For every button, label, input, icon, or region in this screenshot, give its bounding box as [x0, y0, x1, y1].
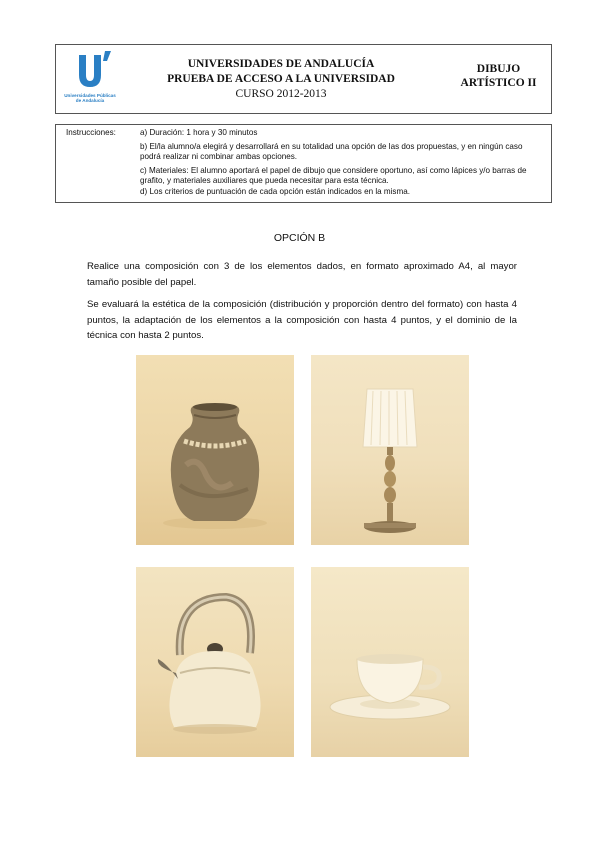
- logo-caption-line2: de Andalucía: [75, 98, 105, 103]
- subject-line2: ARTÍSTICO II: [460, 77, 537, 89]
- header-title-line2: PRUEBA DE ACCESO A LA UNIVERSIDAD: [167, 73, 395, 85]
- header-title-line1: UNIVERSIDADES DE ANDALUCÍA: [187, 58, 375, 70]
- vase-illustration: [136, 355, 294, 545]
- header-course: CURSO 2012-2013: [235, 88, 327, 100]
- university-logo: [61, 49, 119, 111]
- instruction-item: b) El/la alumno/a elegirá y desarrollará en su totalidad una opción de las dos propuestas, y en ningún caso podrá realizar ni combinar ambas opciones.: [140, 141, 523, 162]
- logo-caption: [61, 93, 119, 103]
- instructions-label: Instrucciones:: [66, 128, 116, 137]
- instructions-box: [55, 124, 552, 203]
- kettle-photo: [136, 567, 294, 757]
- instructions-list: [140, 128, 545, 201]
- header-title: [146, 57, 416, 102]
- instruction-item: a) Duración: 1 hora y 30 minutos: [140, 128, 258, 137]
- option-paragraph: Se evaluará la estética de la composición (distribución y proporción dentro del formato) con hasta 4 puntos, la adaptación de los elementos a la composición con hasta 4 puntos, y el dominio de la técnica con hasta 2 puntos.: [87, 299, 517, 341]
- lamp-photo: [311, 355, 469, 545]
- subject-line1: DIBUJO: [476, 63, 521, 75]
- instruction-item: d) Los criterios de puntuación de cada opción están indicados en la misma.: [140, 186, 410, 196]
- vase-photo: [136, 355, 294, 545]
- option-title: OPCIÓN B: [273, 232, 326, 244]
- cup-photo: [311, 567, 469, 757]
- lamp-illustration: [311, 355, 469, 545]
- logo-u-icon: [61, 49, 119, 93]
- kettle-illustration: [136, 567, 294, 757]
- subject-title: [451, 62, 546, 90]
- instruction-item: c) Materiales: El alumno aportará el papel de dibujo que considere oportuno, así como lápices y/o barras de grafito, y materiales auxiliares que pueda necesitar para esta técnica.: [140, 165, 527, 186]
- logo-caption-line1: Universidades Públicas: [64, 93, 116, 98]
- option-paragraph: Realice una composición con 3 de los elementos dados, en formato aproximado A4, al mayor tamaño posible del papel.: [87, 261, 517, 288]
- cup-illustration: [311, 567, 469, 757]
- exam-header: [55, 44, 552, 114]
